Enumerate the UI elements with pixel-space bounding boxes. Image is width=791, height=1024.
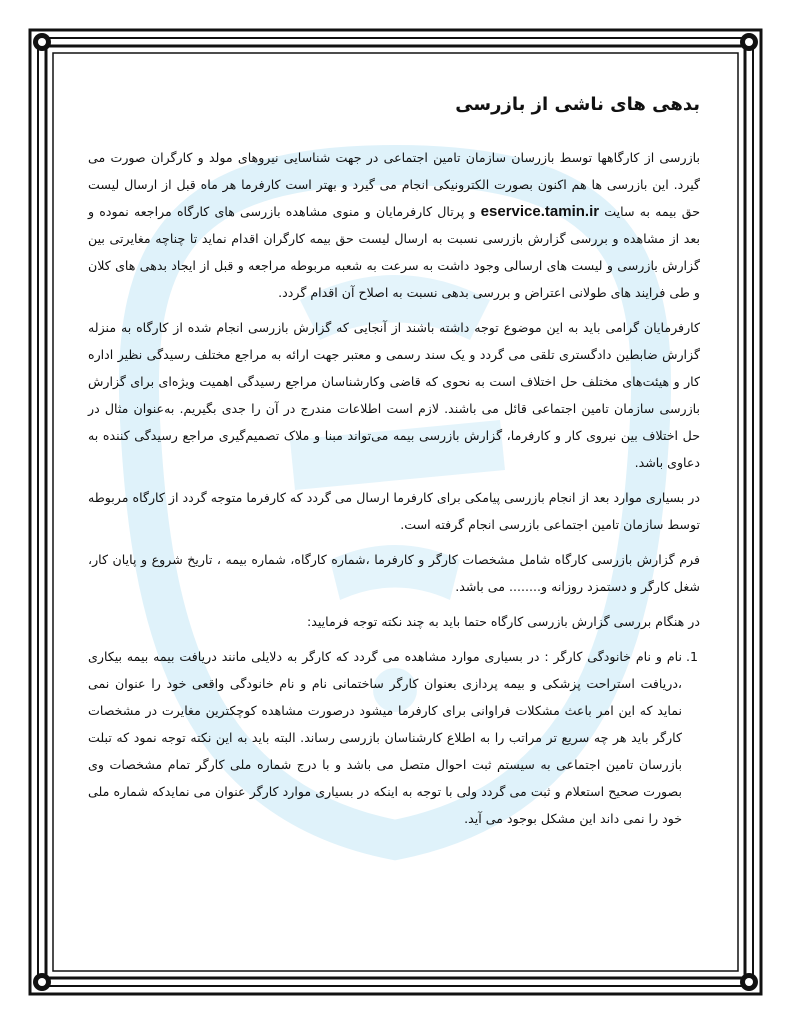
paragraph-checklist-intro: در هنگام بررسی گزارش بازرسی کارگاه حتما باید به چند نکته توجه فرمایید: bbox=[306, 614, 700, 629]
paragraph-intro-start: بازرسی از کارگاهها توسط بازرسان سازمان تامین اجتماعی در جهت شناسایی نیروهای مولد و کارگران صورت می گیرد. این بازرسی ها هم اکنون بصورت الکترونیکی انجام می گیرد و بهتر است کارفرما هر ماه قبل از ارسال لیست حق بیمه به سایت bbox=[88, 150, 700, 219]
website-link[interactable]: eservice.tamin.ir bbox=[480, 203, 600, 220]
paragraph-form-contents: فرم گزارش بازرسی کارگاه شامل مشخصات کارگر و کارفرما ،شماره کارگاه، شماره بیمه ، تاریخ شروع و پایان کار، شغل کارگر و دستمزد روزانه و........ می باشد. bbox=[88, 552, 700, 594]
paragraph-sms-notice: در بسیاری موارد بعد از انجام بازرسی پیامکی برای کارفرما ارسال می گردد که کارفرما متوجه گردد از کارگاه مربوطه توسط سازمان تامین اجتماعی بازرسی انجام گرفته است. bbox=[88, 490, 700, 532]
checklist-item-worker-name: 1. نام و نام خانودگی کارگر : در بسیاری موارد مشاهده می گردد که کارگر به دلایلی مانند دریافت بیمه بیمه بیکاری ،دریافت استراحت پزشکی و بیمه پردازی بعنوان کارگر ساختمانی نام و نام خانودگی واقعی خود را عنوان نمی نماید که این امر باعث مشکلات فراوانی برای کارفرما میشود درصورت مشاهده کوچکترین مغایرت در مشخصات کارگر باید هر چه سریع تر مراتب را به اطلاع کارشناسان بازرسی رساند. البته باید به این نکته توجه نمود که تبلت بازرسان تامین اجتماعی به سیستم ثبت احوال متصل می باشد و با درج شماره ملی کارگر تمام مشخصات وی بصورت صحیح استعلام و ثبت می گردد ولی با توجه به اینکه در بسیاری موارد کارگر عنوان می نمایدکه شماره ملی خود را نمی داند این مشکل بوجود می آید. bbox=[88, 643, 682, 832]
paragraph-intro-end: و پرتال کارفرمایان و منوی مشاهده بازرسی های کارگاه مراجعه نموده و بعد از مشاهده و بررسی گزارش بازرسی نسبت به ارسال لیست حق بیمه کارگران اقدام نماید تا چناچه مغایرتی بین گزارش بازرسی و لیست های ارسالی وجود داشت به سرعت به شعبه مربوطه مراجعه و قبل از ایجاد بدهی های کلان و طی فرایند های طولانی اعتراض و بررسی بدهی نسبت به اصلاح آن اقدام گردد. bbox=[88, 204, 700, 300]
checklist bbox=[88, 643, 700, 832]
document-title: بدهی های ناشی از بازرسی bbox=[455, 94, 700, 115]
paragraph-intro bbox=[88, 144, 700, 306]
document-body bbox=[88, 92, 700, 832]
paragraph-legal-status: کارفرمایان گرامی باید به این موضوع توجه داشته باشند از آنجایی که گزارش بازرسی انجام شده از کارگاه به منزله گزارش ضابطین دادگستری تلقی می گردد و یک سند رسمی و معتبر جهت ارائه به مراجع مختلف رسیدگی نظیر اداره کار و هیئت‌های مختلف حل اختلاف است به نحوی که قاضی وکارشناسان مراجع رسیدگی اهمیت ویژه‌ای برای گزارش بازرسی سازمان تامین اجتماعی قائل می باشند. لازم است اطلاعات مندرج در آن را جدی بگیریم. به‌عنوان مثال در حل اختلاف بین نیروی کار و کارفرما، گزارش بازرسی بیمه می‌تواند مبنا و ملاک تصمیم‌گیری مراجع رسیدگی کننده به دعاوی باشد. bbox=[88, 320, 700, 470]
